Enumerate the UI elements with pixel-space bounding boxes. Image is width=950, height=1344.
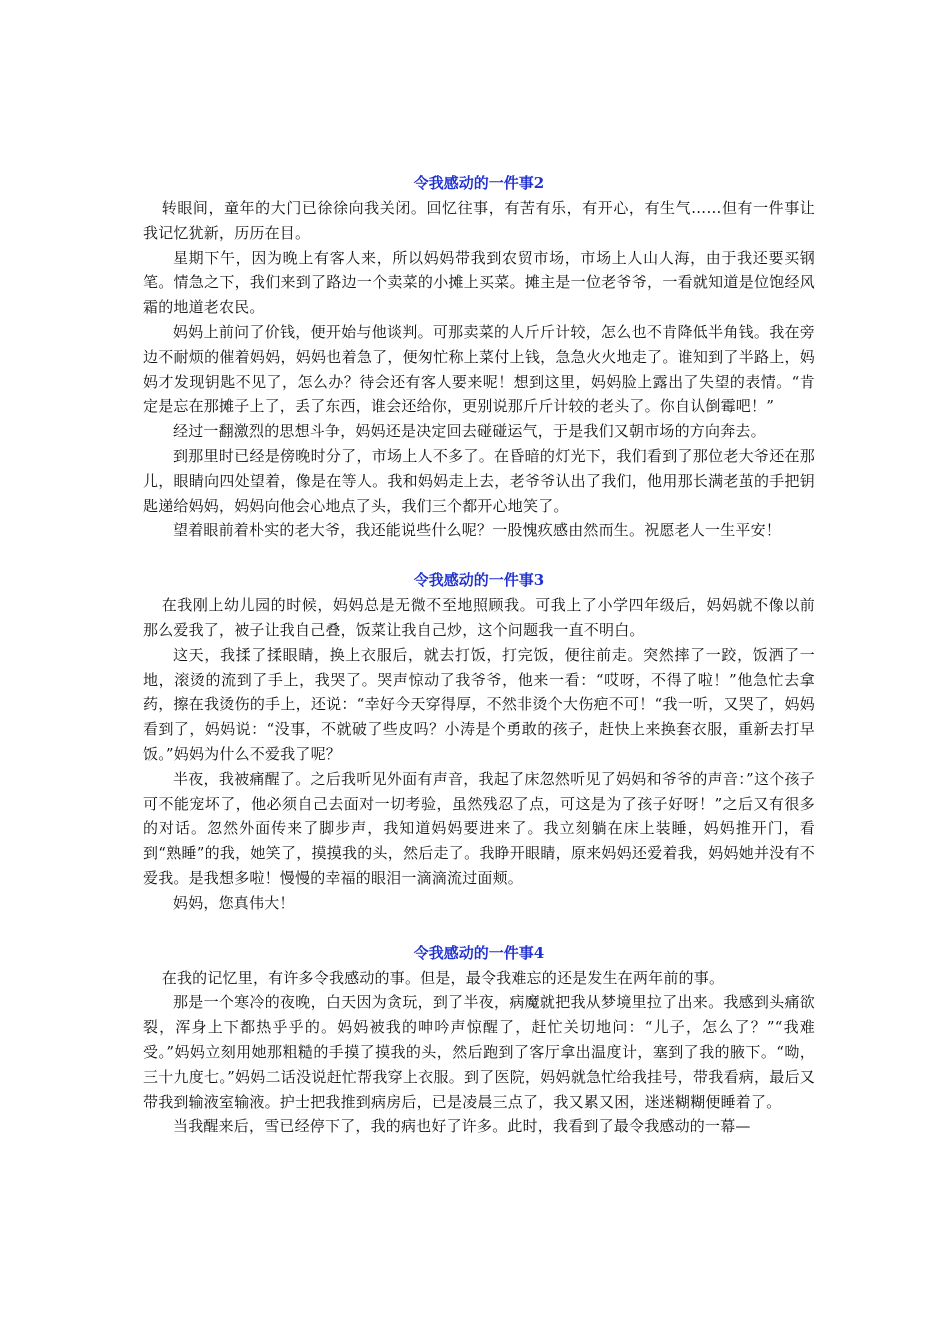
- paragraph: 望着眼前着朴实的老大爷，我还能说些什么呢？一股愧疚感由然而生。祝愿老人一生平安！: [173, 521, 782, 540]
- essay-title: 令我感动的一件事3: [413, 571, 545, 590]
- paragraph: 到那里时已经是傍晚时分了，市场上人不多了。在昏暗的灯光下，我们看到了那位老大爷还在那儿，眼睛向四处望着，像是在等人。我和妈妈走上去，老爷爷认出了我们，他用那长满老茧的手把钥匙递给妈妈，妈妈向他会心地点了头，我们三个都开心地笑了。: [143, 446, 815, 515]
- essay-section-4: [143, 941, 815, 1140]
- paragraph: 在我刚上幼儿园的时候，妈妈总是无微不至地照顾我。可我上了小学四年级后，妈妈就不像以前那么爱我了，被子让我自己叠，饭菜让我自己炒，这个问题我一直不明白。: [143, 596, 815, 639]
- paragraph: 转眼间，童年的大门已徐徐向我关闭。回忆往事，有苦有乐，有开心，有生气……但有一件事让我记忆犹新，历历在目。: [143, 199, 815, 242]
- paragraph: 在我的记忆里，有许多令我感动的事。但是，最令我难忘的还是发生在两年前的事。: [161, 968, 725, 987]
- paragraph: 半夜，我被痛醒了。之后我听见外面有声音，我起了床忽然听见了妈妈和爷爷的声音：”这个孩子可不能宠坏了，他必须自己去面对一切考验，虽然残忍了点，可这是为了孩子好呀！”之后又有很多的对话。忽然外面传来了脚步声，我知道妈妈要进来了。我立刻躺在床上装睡，妈妈推开门，看到“熟睡”的我，她笑了，摸摸我的头，然后走了。我睁开眼睛，原来妈妈还爱着我，妈妈她并没有不爱我。是我想多啦！慢慢的幸福的眼泪一滴滴流过面颊。: [143, 769, 815, 887]
- essay-title: 令我感动的一件事4: [413, 943, 545, 962]
- paragraph: 星期下午，因为晚上有客人来，所以妈妈带我到农贸市场，市场上人山人海，由于我还要买钢笔。情急之下，我们来到了路边一个卖菜的小摊上买菜。摊主是一位老爷爷，一看就知道是位饱经风霜的地道老农民。: [143, 248, 815, 317]
- paragraph: 经过一翻激烈的思想斗争，妈妈还是决定回去碰碰运气，于是我们又朝市场的方向奔去。: [173, 422, 766, 441]
- paragraph: 那是一个寒冷的夜晚，白天因为贪玩，到了半夜，病魔就把我从梦境里拉了出来。我感到头痛欲裂，浑身上下都热乎乎的。妈妈被我的呻吟声惊醒了，赶忙关切地问：“儿子，怎么了？”“我难受。”妈妈立刻用她那粗糙的手摸了摸我的头，然后跑到了客厅拿出温度计，塞到了我的腋下。“呦，三十九度七。”妈妈二话没说赶忙帮我穿上衣服。到了医院，妈妈就急忙给我挂号，带我看病，最后又带我到输液室输液。护士把我推到病房后，已是凌晨三点了，我又累又困，迷迷糊糊便睡着了。: [143, 993, 815, 1111]
- paragraph: 妈妈上前问了价钱，便开始与他谈判。可那卖菜的人斤斤计较，怎么也不肯降低半角钱。我在旁边不耐烦的催着妈妈，妈妈也着急了，便匆忙称上菜付上钱，急急火火地走了。谁知到了半路上，妈妈才发现钥匙不见了，怎么办？待会还有客人要来呢！想到这里，妈妈脸上露出了失望的表情。“肯定是忘在那摊子上了，丢了东西，谁会还给你，更别说那斤斤计较的老头了。你自认倒霉吧！”: [143, 322, 815, 416]
- essay-section-3: [143, 568, 815, 915]
- essay-section-2: [143, 171, 815, 543]
- essay-title: 令我感动的一件事2: [413, 174, 545, 192]
- paragraph: 当我醒来后，雪已经停下了，我的病也好了许多。此时，我看到了最令我感动的一幕—: [173, 1117, 751, 1136]
- document-page: [143, 171, 815, 1139]
- paragraph: 妈妈，您真伟大！: [173, 893, 295, 912]
- paragraph: 这天，我揉了揉眼睛，换上衣服后，就去打饭，打完饭，便往前走。突然摔了一跤，饭洒了一地，滚烫的流到了手上，我哭了。哭声惊动了我爷爷，他来一看：“哎呀，不得了啦！”他急忙去拿药，擦在我烫伤的手上，还说：“幸好今天穿得厚，不然非烫个大伤疤不可！“我一听，又哭了，妈妈看到了，妈妈说：“没事，不就破了些皮吗？小涛是个勇敢的孩子，赶快上来换套衣服，重新去打早饭。”妈妈为什么不爱我了呢？: [143, 645, 815, 763]
